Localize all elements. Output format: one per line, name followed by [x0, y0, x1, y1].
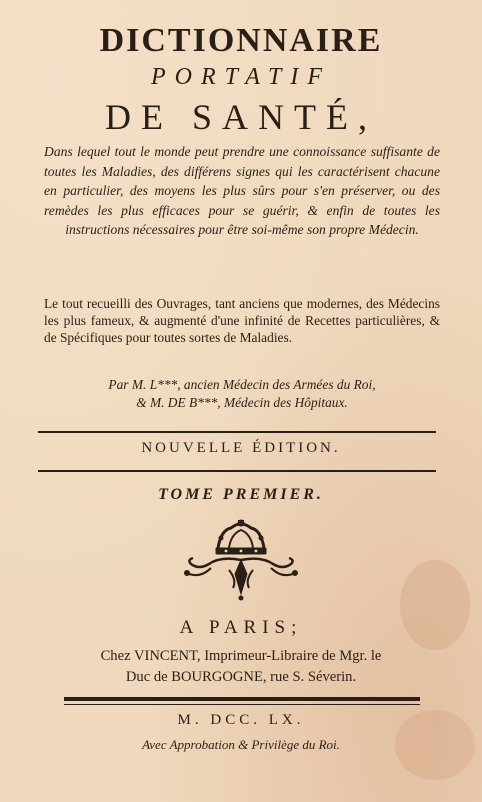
volume-label: TOME PREMIER.: [158, 486, 324, 503]
royal-crown-fleuron-icon: [171, 518, 311, 602]
publisher-block: [34, 646, 448, 688]
publisher-line-2: Duc de BOURGOGNE, rue S. Séverin.: [125, 669, 357, 685]
description-paragraph: Dans lequel tout le monde peut prendre une connoissance suffisante de toutes les Maladies, des différens signes qui les caractérisent chacune en particulier, des moyens les plus sûrs pour s'en préserver, ou des remèdes les plus efficaces pour se guérir, & enfin de toutes les instructions nécessaires pour être soi-même son propre Médecin.: [44, 144, 440, 237]
imprint-rule-thick: [64, 697, 420, 701]
edition-label: NOUVELLE ÉDITION.: [141, 440, 341, 456]
title-line-3: DE SANTÉ,: [105, 97, 377, 137]
divider-top: [38, 431, 436, 433]
royal-privilege: Avec Approbation & Privilège du Roi.: [142, 737, 340, 752]
authors-block: [44, 376, 440, 412]
title-line-2: PORTATIF: [151, 64, 331, 90]
publication-year: M. DCC. LX.: [177, 712, 305, 728]
divider-bottom: [38, 470, 436, 472]
compilation-paragraph: Le tout recueilli des Ouvrages, tant anciens que modernes, des Médecins les plus fameux, & augmenté d'une infinité de Recettes particulières, & de Spécifiques pour toutes sortes de Maladies.: [44, 296, 440, 345]
publisher-line-1: Chez VINCENT, Imprimeur-Libraire de Mgr. le: [100, 648, 382, 664]
imprint-rule-thin: [64, 704, 420, 705]
imprint-place: A PARIS;: [179, 617, 303, 638]
author-line-2: & M. DE B***, Médecin des Hôpitaux.: [136, 395, 348, 410]
title-line-1: DICTIONNAIRE: [99, 22, 383, 59]
author-line-1: Par M. L***, ancien Médecin des Armées du Roi,: [108, 377, 376, 392]
